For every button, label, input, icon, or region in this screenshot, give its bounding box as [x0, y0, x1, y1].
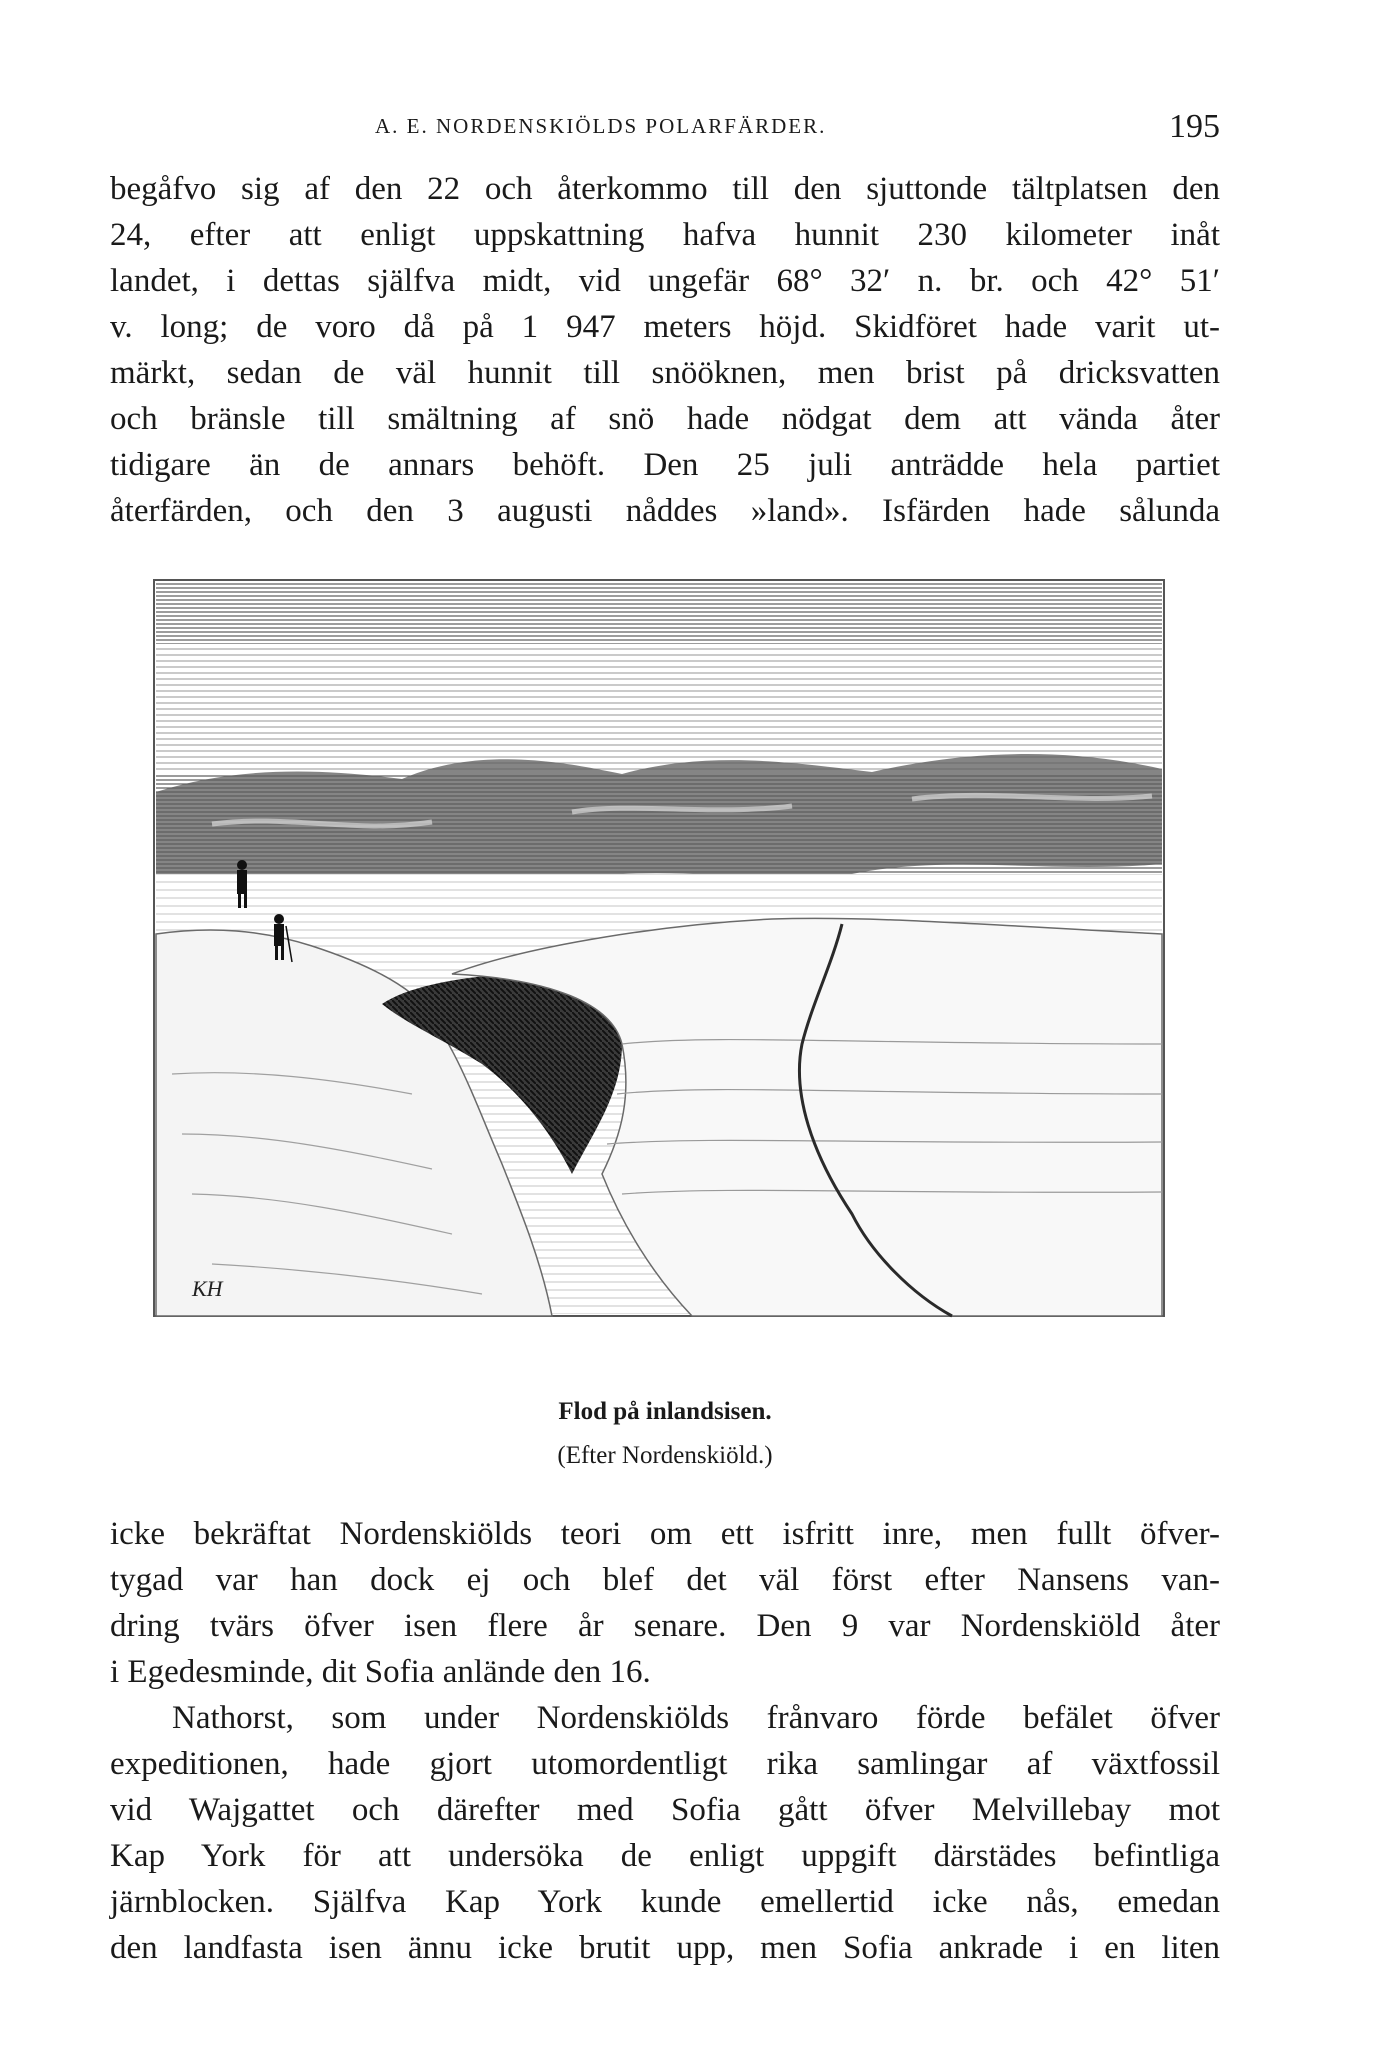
paragraph-bottom [110, 1511, 1220, 1971]
text-line: tidigare än de annars behöft. Den 25 juli anträdde hela partiet [110, 447, 1220, 483]
illustration-ice-river [152, 574, 1168, 1320]
text-line: i Egedesminde, dit Sofia anlände den 16. [110, 1654, 651, 1690]
text-line: v. long; de voro då på 1 947 meters höjd. Skidföret hade varit ut- [110, 309, 1220, 345]
text-line: 24, efter att enligt uppskattning hafva hunnit 230 kilometer inåt [110, 217, 1220, 253]
text-line: Kap York för att undersöka de enligt uppgift därstädes befintliga [110, 1838, 1220, 1874]
text-line: Nathorst, som under Nordenskiölds frånvaro förde befälet öfver [172, 1700, 1220, 1736]
text-line: landet, i dettas själfva midt, vid ungefär 68° 32′ n. br. och 42° 51′ [110, 263, 1220, 299]
text-line: dring tvärs öfver isen flere år senare. Den 9 var Nordenskiöld åter [110, 1608, 1220, 1644]
text-line: expeditionen, hade gjort utomordentligt rika samlingar af växtfossil [110, 1746, 1220, 1782]
text-line: vid Wajgattet och därefter med Sofia gått öfver Melvillebay mot [110, 1792, 1220, 1828]
text-line: begåfvo sig af den 22 och återkommo till den sjuttonde tältplatsen den [110, 171, 1220, 207]
figure-caption: Flod på inlandsisen. [558, 1398, 772, 1425]
text-line: den landfasta isen ännu icke brutit upp, men Sofia ankrade i en liten [110, 1930, 1220, 1966]
running-title: A. E. NORDENSKIÖLDS POLARFÄRDER. [375, 114, 827, 138]
text-line: tygad var han dock ej och blef det väl först efter Nansens van- [110, 1562, 1220, 1598]
text-line: och bränsle till smältning af snö hade nödgat dem att vända åter [110, 401, 1220, 437]
running-head [110, 108, 1220, 152]
page-number: 195 [1169, 108, 1220, 145]
artist-signature: KH [192, 1276, 223, 1301]
text-line: icke bekräftat Nordenskiölds teori om ett isfritt inre, men fullt öfver- [110, 1516, 1220, 1552]
text-line: återfärden, och den 3 augusti nåddes »land». Isfärden hade sålunda [110, 493, 1220, 529]
text-line: märkt, sedan de väl hunnit till snööknen, men brist på dricksvatten [110, 355, 1220, 391]
figure-credit: (Efter Nordenskiöld.) [557, 1442, 773, 1469]
text-line: järnblocken. Själfva Kap York kunde emellertid icke nås, emedan [110, 1884, 1220, 1920]
paragraph-top [110, 166, 1220, 534]
